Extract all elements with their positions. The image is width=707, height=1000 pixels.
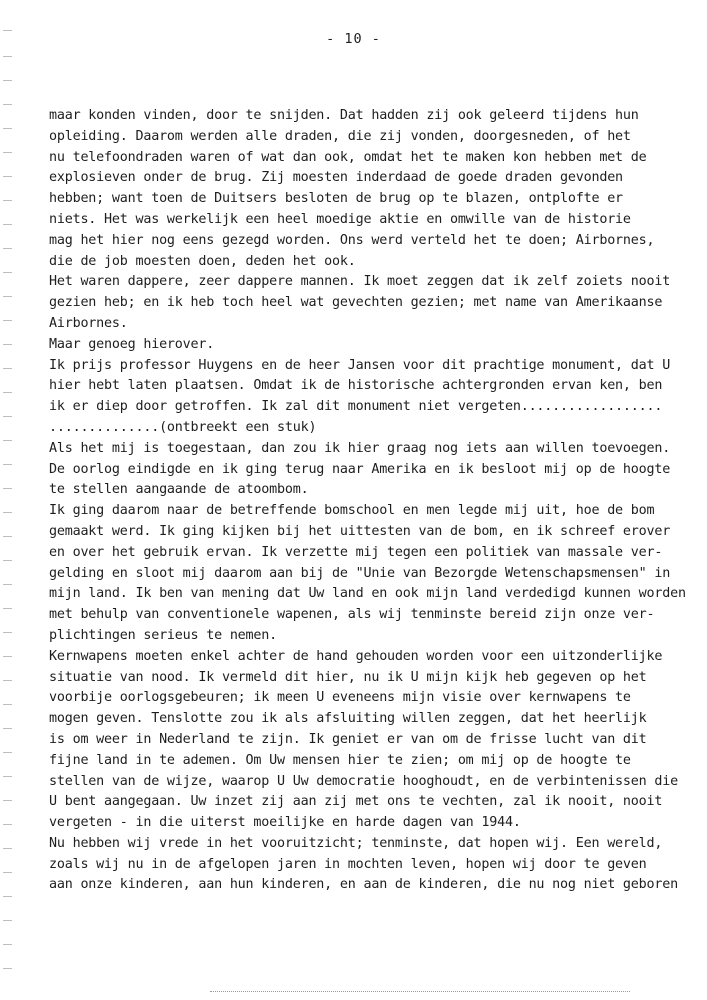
- text-line: U bent aangegaan. Uw inzet zij aan zij met ons te vechten, zal ik nooit, nooit: [49, 794, 663, 810]
- text-line: Ik ging daarom naar de betreffende bomschool en men legde mij uit, hoe de bom: [49, 503, 655, 519]
- text-line: Nu hebben wij vrede in het vooruitzicht; tenminste, dat hopen wij. Een wereld,: [49, 835, 663, 851]
- text-line: Maar genoeg hierover.: [49, 336, 215, 352]
- text-line: plichtingen serieus te nemen.: [49, 627, 277, 643]
- text-line: te stellen aangaande de atoombom.: [49, 482, 309, 498]
- text-line: Ik prijs professor Huygens en de heer Jansen voor dit prachtige monument, dat U: [49, 357, 671, 373]
- text-line: situatie van nood. Ik vermeld dit hier, nu ik U mijn kijk heb gegeven op het: [49, 669, 647, 685]
- text-line: met behulp van conventionele wapenen, als wij tenminste bereid zijn onze ver-: [49, 607, 655, 623]
- text-line: Airbornes.: [49, 315, 128, 331]
- text-line: fijne land in te ademen. Om Uw mensen hier te zien; om mij op de hoogte te: [49, 752, 631, 768]
- text-line: en over het gebruik ervan. Ik verzette mij tegen een politiek van massale ver-: [49, 544, 663, 560]
- text-line: ..............(ontbreekt een stuk): [49, 419, 317, 435]
- text-line: Het waren dappere, zeer dappere mannen. Ik moet zeggen dat ik zelf zoiets nooit: [49, 274, 671, 290]
- text-line: mag het hier nog eens gezegd worden. Ons werd verteld het te doen; Airbornes,: [49, 232, 655, 248]
- text-line: explosieven onder de brug. Zij moesten inderdaad de goede draden gevonden: [49, 170, 623, 186]
- text-line: niets. Het was werkelijk een heel moedige aktie en omwille van de historie: [49, 211, 631, 227]
- text-line: Kernwapens moeten enkel achter de hand gehouden worden voor een uitzonderlijke: [49, 648, 663, 664]
- text-line: gezien heb; en ik heb toch heel wat gevechten gezien; met name van Amerikaanse: [49, 295, 663, 311]
- text-line: nu telefoondraden waren of wat dan ook, omdat het te maken kon hebben met de: [49, 149, 647, 165]
- text-line: mogen geven. Tenslotte zou ik als afsluiting willen zeggen, dat het heerlijk: [49, 711, 647, 727]
- text-line: die de job moesten doen, deden het ook.: [49, 253, 356, 269]
- text-line: voorbije oorlogsgebeuren; ik meen U eveneens mijn visie over kernwapens te: [49, 690, 631, 706]
- text-line: Als het mij is toegestaan, dan zou ik hier graag nog iets aan willen toevoegen.: [49, 440, 671, 456]
- text-line: mijn land. Ik ben van mening dat Uw land en ook mijn land verdedigd kunnen worden: [49, 586, 686, 602]
- scan-artifact-line: [210, 991, 630, 994]
- text-line: hebben; want toen de Duitsers besloten de brug op te blazen, ontplofte er: [49, 191, 623, 207]
- text-line: opleiding. Daarom werden alle draden, die zij vonden, doorgesneden, of het: [49, 128, 631, 144]
- text-line: hier hebt laten plaatsen. Omdat ik de historische achtergronden ervan ken, ben: [49, 378, 663, 394]
- text-line: gemaakt werd. Ik ging kijken bij het uittesten van de bom, en ik schreef erover: [49, 523, 671, 539]
- text-line: De oorlog eindigde en ik ging terug naar Amerika en ik besloot mij op de hoogte: [49, 461, 671, 477]
- text-line: vergeten - in die uiterst moeilijke en harde dagen van 1944.: [49, 815, 521, 831]
- margin-scan-marks: [0, 0, 14, 1000]
- page-number: - 10 -: [326, 31, 381, 47]
- text-line: aan onze kinderen, aan hun kinderen, en aan de kinderen, die nu nog niet geboren: [49, 877, 678, 893]
- text-line: stellen van de wijze, waarop U Uw democratie hooghoudt, en de verbintenissen die: [49, 773, 678, 789]
- text-line: gelding en sloot mij daarom aan bij de "Unie van Bezorgde Wetenschapsmensen" in: [49, 565, 671, 581]
- text-line: maar konden vinden, door te snijden. Dat hadden zij ook geleerd tijdens hun: [49, 108, 639, 123]
- document-body: [49, 106, 699, 896]
- text-line: ik er diep door getroffen. Ik zal dit monument niet vergeten..................: [49, 399, 663, 415]
- text-line: zoals wij nu in de afgelopen jaren in mochten leven, hopen wij door te geven: [49, 856, 647, 872]
- text-line: is om weer in Nederland te zijn. Ik geniet er van om de frisse lucht van dit: [49, 731, 647, 747]
